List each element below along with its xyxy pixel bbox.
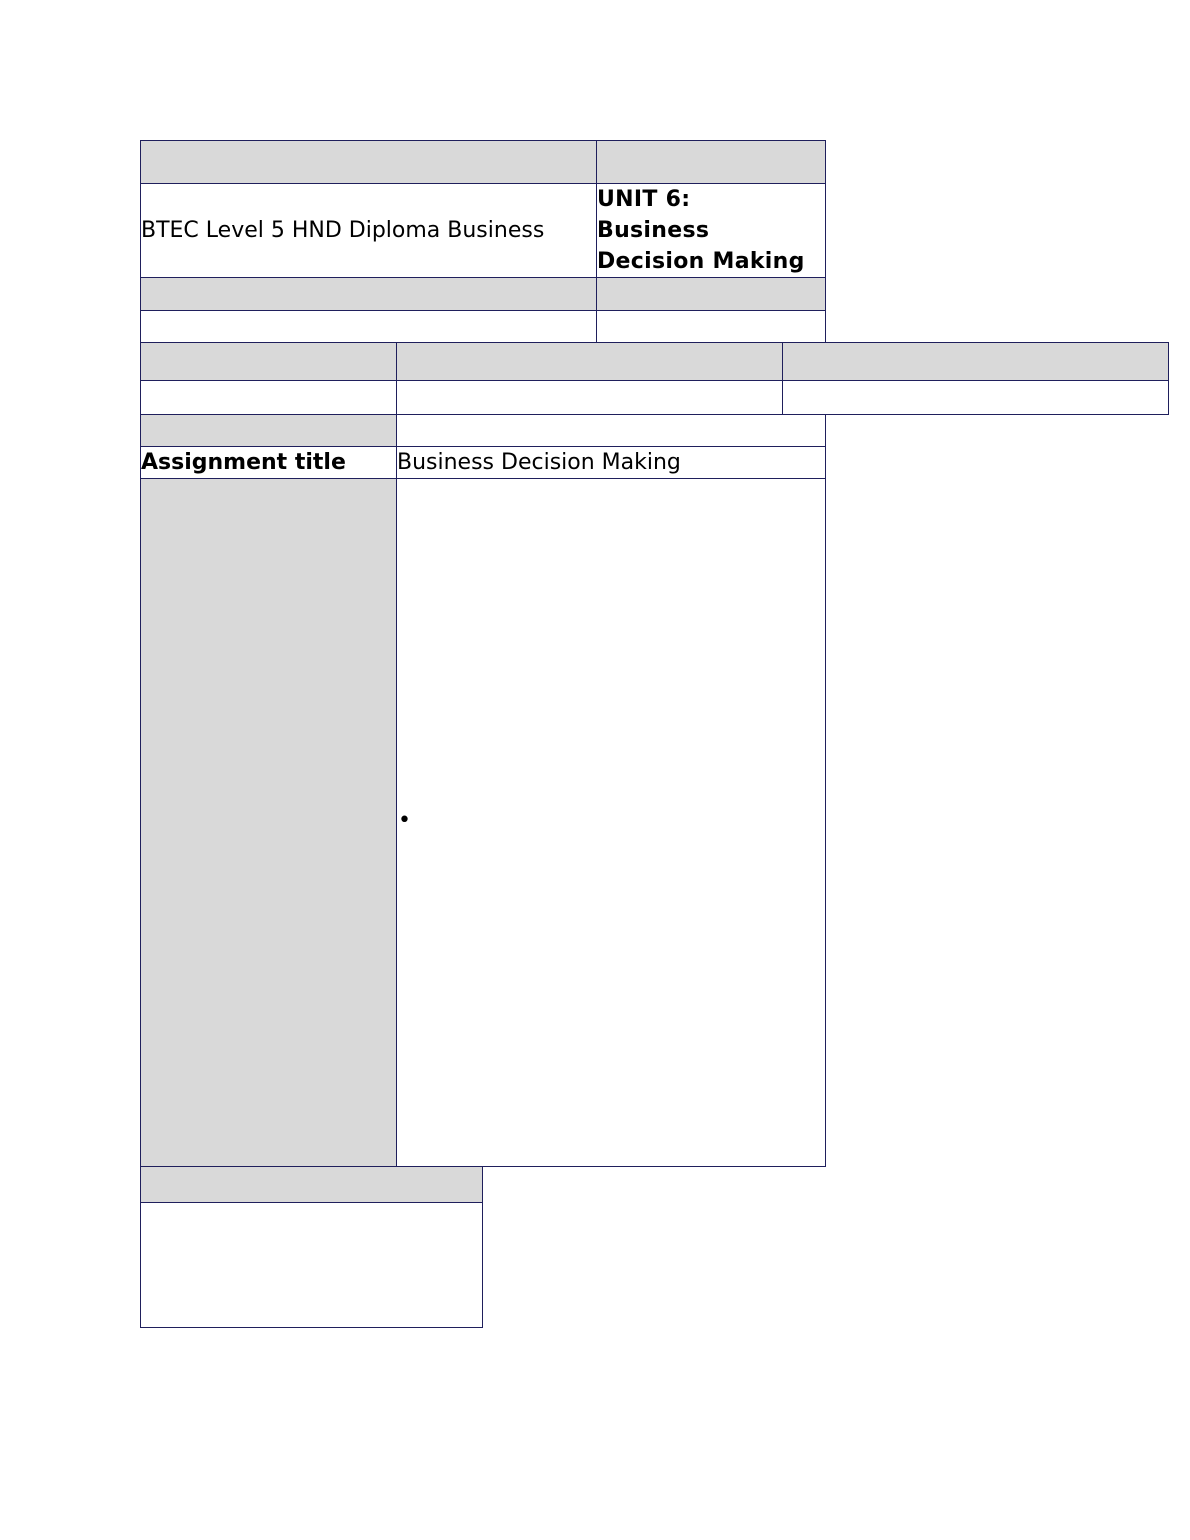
assignment-title-label-cell (140, 446, 397, 479)
value-cell-row7 (396, 414, 826, 447)
assignment-title-value: Business Decision Making (397, 450, 681, 475)
value-cell-col3 (782, 380, 1169, 415)
value-cell-col2 (396, 380, 783, 415)
unit-title-line-1: Business (597, 218, 710, 243)
qualification-text: BTEC Level 5 HND Diploma Business (141, 218, 545, 243)
label-cell-col3 (782, 342, 1169, 381)
unit-number: UNIT 6: (597, 187, 691, 212)
label-cell-col2 (396, 342, 783, 381)
bottom-label-cell (140, 1166, 483, 1203)
unit-title-line-2: Decision Making (597, 249, 805, 274)
assignment-title-label: Assignment title (141, 450, 346, 475)
label-cell-col1 (140, 342, 397, 381)
label-cell-row3-right (596, 277, 826, 311)
brief-label-cell (140, 478, 397, 1167)
bottom-value-cell (140, 1202, 483, 1328)
label-cell-row3-left (140, 277, 597, 311)
value-cell-row4-right (596, 310, 826, 343)
qualification-cell (140, 183, 597, 278)
header-label-cell-left (140, 140, 597, 184)
header-label-cell-right (596, 140, 826, 184)
assignment-title-value-cell (396, 446, 826, 479)
unit-cell (596, 183, 826, 278)
brief-content-cell (396, 478, 826, 1167)
brief-bullet: • (398, 808, 411, 833)
value-cell-col1 (140, 380, 397, 415)
value-cell-row4-left (140, 310, 597, 343)
label-cell-row7 (140, 414, 397, 447)
